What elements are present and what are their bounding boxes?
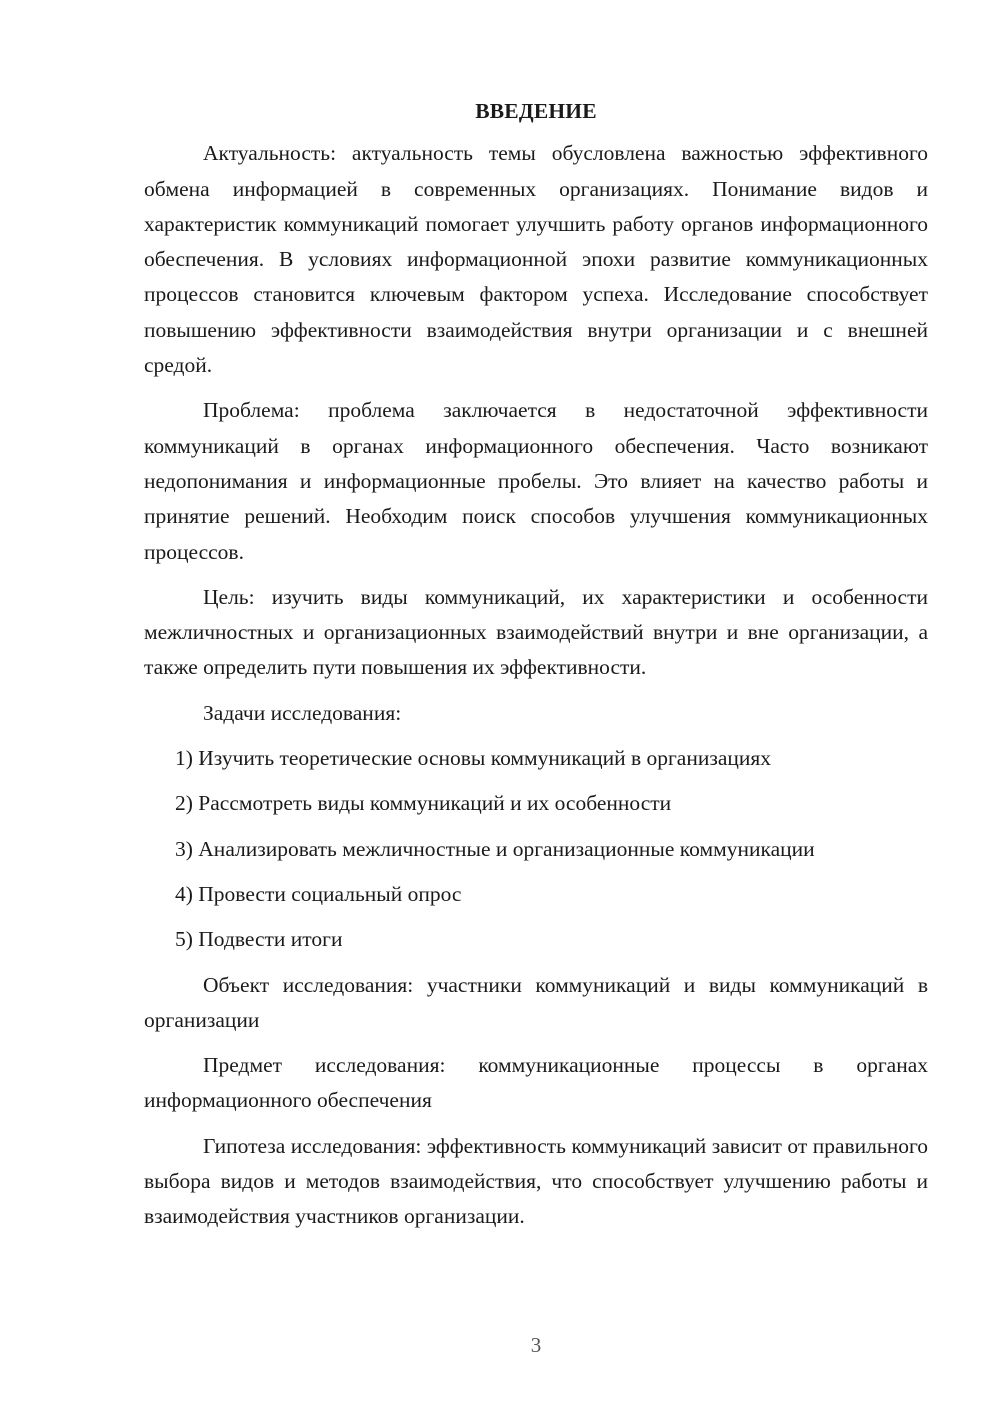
task-item: 2) Рассмотреть виды коммуникаций и их особенности xyxy=(175,791,672,816)
tasks-heading: Задачи исследования: xyxy=(203,700,402,725)
task-item: 5) Подвести итоги xyxy=(175,927,343,952)
relevance-paragraph: Актуальность: актуальность темы обусловлена важностью эффективного обмена информацией в современных организациях. Понимание видов и характеристик коммуникаций помогает улучшить работу органов информационного обеспечения. В условиях информационной эпохи развитие коммуникационных процессов становится ключевым фактором успеха. Исследование способствует повышению эффективности взаимодействия внутри организации и с внешней средой. xyxy=(144,141,928,378)
tasks-list xyxy=(144,741,928,957)
object-paragraph: Объект исследования: участники коммуникаций и виды коммуникаций в организации xyxy=(144,972,928,1032)
task-item: 1) Изучить теоретические основы коммуникаций в организациях xyxy=(175,746,772,771)
task-item: 4) Провести социальный опрос xyxy=(175,881,462,906)
subject-paragraph: Предмет исследования: коммуникационные процессы в органах информационного обеспечения xyxy=(144,1053,928,1113)
goal-paragraph: Цель: изучить виды коммуникаций, их характеристики и особенности межличностных и организационных взаимодействий внутри и вне организации, а также определить пути повышения их эффективности. xyxy=(144,584,928,680)
problem-paragraph: Проблема: проблема заключается в недостаточной эффективности коммуникаций в органах информационного обеспечения. Часто возникают недопонимания и информационные пробелы. Это влияет на качество работы и принятие решений. Необходим поиск способов улучшения коммуникационных процессов. xyxy=(144,398,928,564)
task-item: 3) Анализировать межличностные и организационные коммуникации xyxy=(175,836,815,861)
page-number: 3 xyxy=(530,1333,542,1357)
document-page xyxy=(144,94,928,1245)
hypothesis-paragraph: Гипотеза исследования: эффективность коммуникаций зависит от правильного выбора видов и методов взаимодействия, что способствует улучшению работы и взаимодействия участников организации. xyxy=(144,1133,928,1229)
section-title: ВВЕДЕНИЕ xyxy=(475,99,597,123)
